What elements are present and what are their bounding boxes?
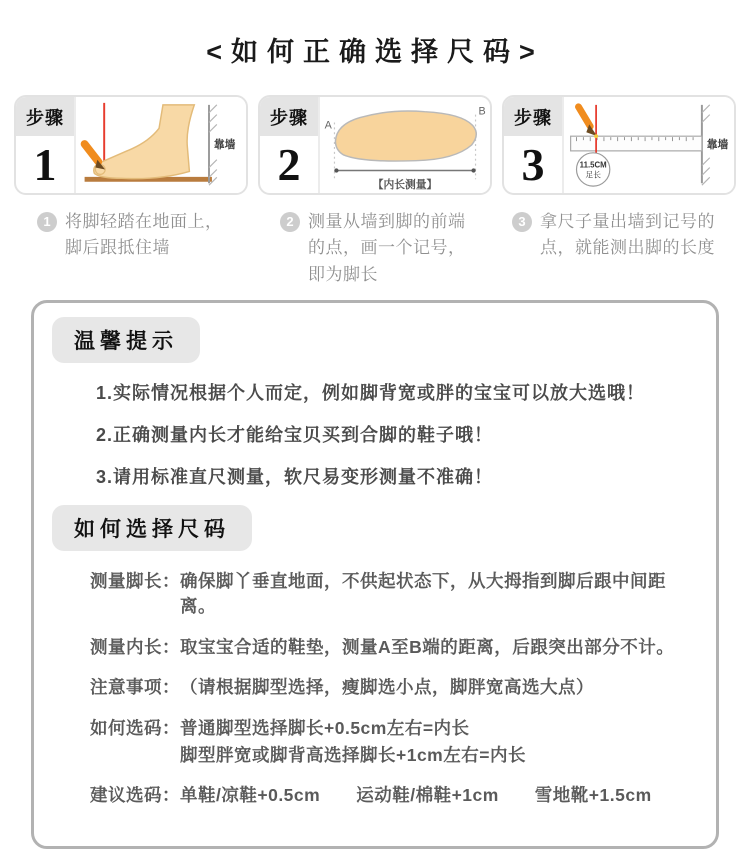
- row-label: 建议选码：: [90, 785, 180, 806]
- row-text: 取宝宝合适的鞋垫，测量A至B端的距离，后跟突出部分不计。: [180, 636, 675, 657]
- step-3-number: 3: [521, 139, 545, 190]
- row-text: 普通脚型选择脚长+0.5cm左右=内长: [180, 717, 470, 738]
- tips-section-title: 温馨提示: [52, 317, 200, 363]
- step-3-description: [512, 209, 726, 288]
- tip-item-2: 2.正确测量内长才能给宝贝买到合脚的鞋子哦！: [96, 425, 494, 446]
- guide-row-foot-length: [90, 569, 700, 622]
- page-title: <如何正确选择尺码>: [206, 37, 544, 67]
- step-3-header: [504, 97, 564, 193]
- step-3-desc-text: 拿尺子量出墙到记号的点，就能测出脚的长度: [540, 212, 715, 258]
- step-card-1: [14, 95, 248, 195]
- tips-list: [96, 379, 690, 489]
- size-guide-box: [31, 300, 719, 849]
- row-text: 单鞋/凉鞋+0.5cm 运动鞋/棉鞋+1cm 雪地靴+1.5cm: [180, 785, 652, 806]
- desc-col-2: [258, 209, 492, 288]
- row-label: 如何选码：: [90, 717, 180, 738]
- howto-section-title: 如何选择尺码: [52, 505, 252, 551]
- steps-row: [14, 95, 736, 195]
- insole-shape: [335, 111, 476, 161]
- guide-row-suggestion: [90, 783, 700, 810]
- wall-label-3: 靠墙: [706, 138, 729, 151]
- step-2-number-badge: 2: [280, 212, 300, 232]
- guide-row-how-to-pick: [90, 716, 700, 771]
- foot-against-wall-illustration: [76, 97, 246, 193]
- step-descriptions: [14, 209, 736, 288]
- step-2-desc-text: 测量从墙到脚的前端的点，画一个记号，即为脚长: [308, 212, 466, 284]
- step-card-3: [502, 95, 736, 195]
- pencil-mark-dot: [594, 134, 598, 138]
- size-guide-rows: [90, 569, 700, 811]
- inner-length-caption: 【内长测量】: [372, 179, 438, 192]
- insole-measure-illustration: [320, 97, 490, 193]
- step-3-illustration: [564, 97, 734, 193]
- point-a-label: A: [324, 119, 332, 132]
- row-label: 测量脚长：: [90, 571, 180, 592]
- measure-dot-right: [471, 168, 475, 172]
- pencil-icon-3: [578, 107, 590, 127]
- step-1-header: [16, 97, 76, 193]
- step-2-number: 2: [277, 139, 301, 190]
- step-2-description: [280, 209, 470, 288]
- step-1-desc-text: 将脚轻踏在地面上，脚后跟抵住墙: [65, 212, 223, 258]
- step-2-label: 步骤: [260, 97, 318, 136]
- row-label: 注意事项：: [90, 677, 180, 698]
- point-b-label: B: [478, 105, 486, 118]
- tip-item-3: 3.请用标准直尺测量，软尺易变形测量不准确！: [96, 467, 494, 488]
- wall-label-1: 靠墙: [213, 138, 236, 151]
- step-1-label: 步骤: [16, 97, 74, 136]
- step-2-header: [260, 97, 320, 193]
- step-1-description: [37, 209, 225, 288]
- ruler-measure-illustration: [564, 97, 734, 193]
- measure-dot-left: [334, 168, 338, 172]
- desc-col-1: [14, 209, 248, 288]
- step-card-2: [258, 95, 492, 195]
- row-text: 确保脚丫垂直地面，不供起状态下，从大拇指到脚后跟中间距离。: [180, 571, 666, 617]
- length-value: 11.5CM: [579, 160, 607, 170]
- length-caption: 足长: [585, 170, 601, 180]
- guide-row-inner-length: [90, 635, 700, 662]
- guide-row-notes: [90, 675, 700, 702]
- row-text: （请根据脚型选择，瘦脚选小点，脚胖宽高选大点）: [180, 677, 594, 698]
- step-3-number-badge: 3: [512, 212, 532, 232]
- step-1-number: 1: [33, 139, 57, 190]
- step-1-number-badge: 1: [37, 212, 57, 232]
- tip-item-1: 1.实际情况根据个人而定，例如脚背宽或胖的宝宝可以放大选哦！: [96, 383, 646, 404]
- pencil-icon: [85, 144, 99, 162]
- desc-col-3: [502, 209, 736, 288]
- foot-shape: [94, 105, 195, 179]
- step-1-illustration: [76, 97, 246, 193]
- step-3-label: 步骤: [504, 97, 562, 136]
- row-label: 测量内长：: [90, 636, 180, 657]
- row-text: 脚型胖宽或脚背高选择脚长+1cm左右=内长: [180, 744, 526, 765]
- step-2-illustration: [320, 97, 490, 193]
